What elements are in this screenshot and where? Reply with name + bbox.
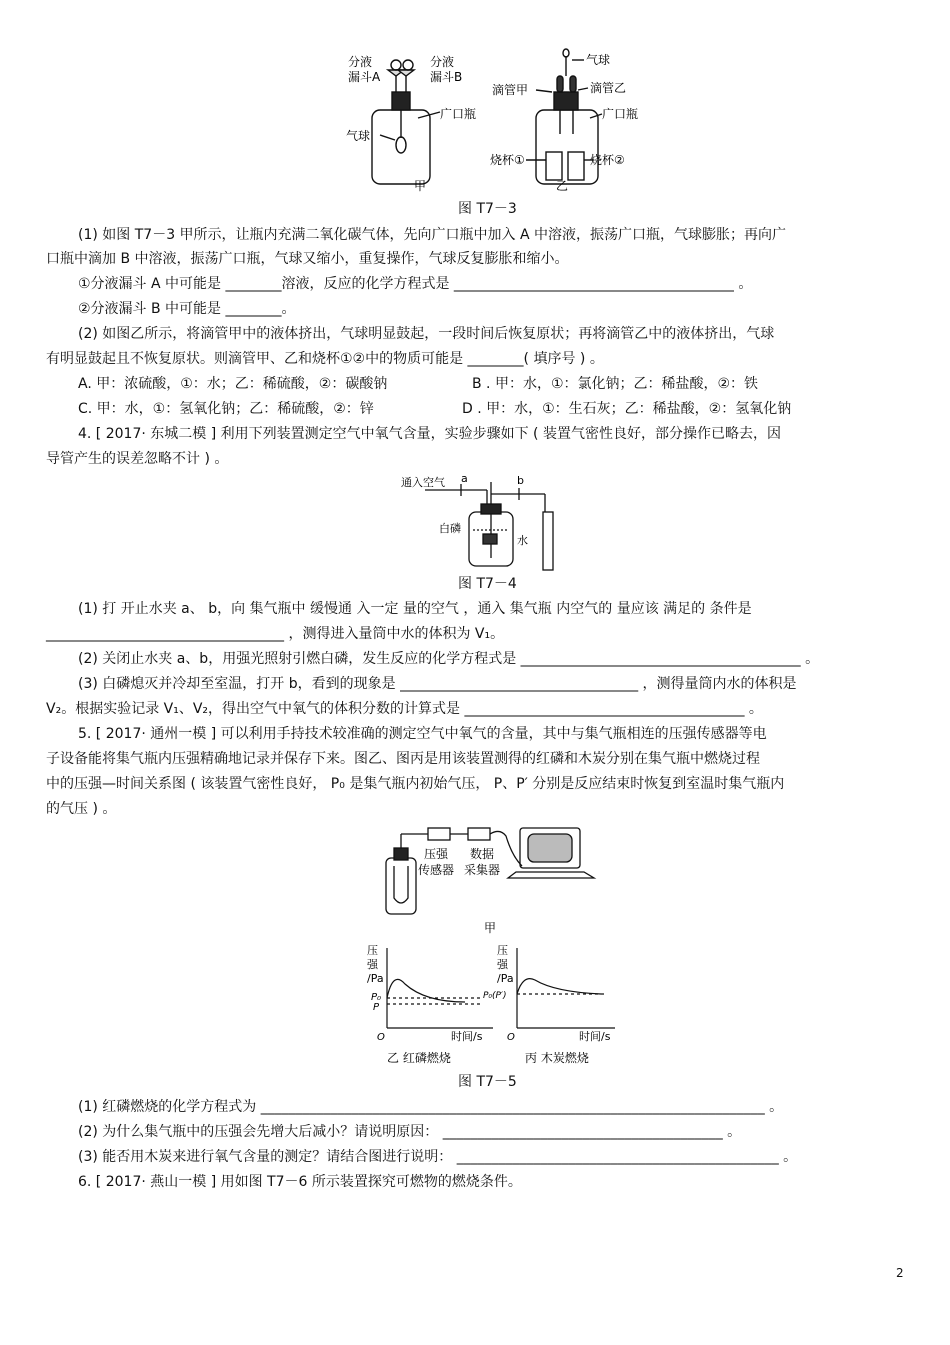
curve-charcoal [517,979,601,994]
option-a: A. 甲：浓硫酸，①：水；乙：稀硫酸，②：碳酸钠 [78,376,388,392]
q3-part2-line2: 有明显鼓起且不恢复原状。则滴管甲、乙和烧杯①②中的物质可能是 ________( 填序号 ) 。 [46,351,604,367]
label-origin-1: O [377,1032,385,1043]
label-jia: 甲 [414,179,427,193]
label-sensor-1: 压强 [424,847,449,861]
q5-heading-line3: 中的压强—时间关系图 ( 该装置气密性良好， P₀ 是集气瓶内初始气压， P、P′ 分别是反应结束时恢复到室温时集气瓶内 [46,776,785,792]
graduated-cylinder [543,512,553,570]
label-origin-2: O [507,1032,515,1043]
subcaption-yi: 乙 红磷燃烧 [387,1051,451,1065]
q5-sub2: (2) 为什么集气瓶中的压强会先增大后减小？请说明原因： ________________________________________ 。 [78,1124,742,1140]
label-p0-pprime: P₀(P′) [483,991,507,1001]
label-white-phosphorus: 白磷 [439,522,461,535]
ylabel-1: 压 [367,944,378,957]
ylabel-3: /Pa [367,972,384,985]
label-water: 水 [517,534,528,547]
subcaption-bing: 丙 木炭燃烧 [525,1051,589,1065]
wide-mouth-bottle-yi [536,110,598,184]
figure-t7-5-graphs [365,940,625,1070]
ylabel-b2: 强 [497,958,508,971]
label-clip-b: b [517,474,524,487]
q5-heading-line2: 子设备能将集气瓶内压强精确地记录并保存下来。图乙、图丙是用该装置测得的红磷和木炭分别在集气瓶中燃烧过程 [46,751,760,767]
balloon-jia [396,137,406,153]
data-collector [468,828,490,840]
label-clip-a: a [461,472,468,485]
option-c: C. 甲：水，①：氢氧化钠；乙：稀硫酸，②：锌 [78,401,374,417]
label-bottle-jia: 广口瓶 [440,107,477,121]
label-funnel-a-2: 漏斗A [348,70,381,84]
label-funnel-b: 分液 [430,55,455,69]
label-balloon-jia: 气球 [346,129,371,143]
q4-step1-line1: (1) 打 开止水夹 a、 b，向 集气瓶中 缓慢通 入一定 量的空气 ，通入 集气瓶 内空气的 量应该 满足的 条件是 [78,601,752,617]
label-balloon-yi: 气球 [586,53,611,67]
label-yi: 乙 [556,179,569,193]
label-fig-jia: 甲 [484,921,497,935]
option-d: D . 甲：水，①：生石灰；乙：稀盐酸，②：氢氧化钠 [462,401,792,417]
caption-t7-4: 图 T7－4 [458,576,517,592]
label-air-in: 通入空气 [401,476,445,489]
ylabel-b3: /Pa [497,972,514,985]
xlabel-2: 时间/s [579,1030,611,1043]
q4-step1-line2: __________________________________ ，测得进入量筒中水的体积为 V₁。 [46,626,505,642]
gas-bottle [386,858,416,914]
q5-heading-line1: 5. [ 2017· 通州一模 ] 可以利用手持技术较准确的测定空气中氧气的含量，其中与集气瓶相连的压强传感器等电 [78,726,767,742]
label-collector-2: 采集器 [464,863,501,877]
pressure-sensor [428,828,450,840]
caption-t7-5: 图 T7－5 [458,1074,517,1090]
label-funnel-a: 分液 [348,55,373,69]
q4-step3-line2: V₂。根据实验记录 V₁、V₂，得出空气中氧气的体积分数的计算式是 ________________________________________ 。 [46,701,763,717]
caption-t7-3: 图 T7－3 [458,201,517,217]
xlabel-1: 时间/s [451,1030,483,1043]
option-b: B . 甲：水，①：氯化钠；乙：稀盐酸，②：铁 [472,376,759,392]
label-collector-1: 数据 [470,847,495,861]
q4-step2: (2) 关闭止水夹 a、b，用强光照射引燃白磷，发生反应的化学方程式是 ________________________________________ 。 [78,651,820,667]
ylabel-2: 强 [367,958,378,971]
q3-funnel-b-question: ②分液漏斗 B 中可能是 ________。 [78,301,296,317]
q3-funnel-a-question: ①分液漏斗 A 中可能是 ________溶液，反应的化学方程式是 ________________________________________ 。 [78,276,753,292]
page-number: 2 [896,1266,904,1280]
ylabel-b1: 压 [497,944,508,957]
label-beaker-2: 烧杯② [590,153,625,167]
q4-heading-line2: 导管产生的误差忽略不计 ) 。 [46,451,229,467]
label-p0: P₀ [371,992,382,1003]
figure-t7-4 [395,472,575,572]
label-beaker-1: 烧杯① [490,153,525,167]
beaker-2 [568,152,584,180]
q5-sub3: (3) 能否用木炭来进行氧气含量的测定？请结合图进行说明： ______________________________________________ 。 [78,1149,798,1165]
q3-part1-line1: (1) 如图 T7－3 甲所示，让瓶内充满二氧化碳气体，先向广口瓶中加入 A 中溶液，振荡广口瓶，气球膨胀；再向广 [78,227,787,243]
q3-part1-line2: 口瓶中滴加 B 中溶液，振荡广口瓶，气球又缩小，重复操作，气球反复膨胀和缩小。 [46,251,569,267]
label-bottle-yi: 广口瓶 [602,107,639,121]
q6-heading: 6. [ 2017· 燕山一模 ] 用如图 T7－6 所示装置探究可燃物的燃烧条件。 [78,1174,522,1190]
label-p: P [373,1002,380,1013]
label-dropper-yi: 滴管乙 [590,81,627,95]
beaker-1 [546,152,562,180]
q5-sub1: (1) 红磷燃烧的化学方程式为 ________________________________________________________________________ 。 [78,1099,784,1115]
label-sensor-2: 传感器 [418,863,455,877]
label-funnel-b-2: 漏斗B [430,70,463,84]
figure-t7-3 [340,48,640,194]
q4-heading-line1: 4. [ 2017· 东城二模 ] 利用下列装置测定空气中氧气含量，实验步骤如下 ( 装置气密性良好，部分操作已略去，因 [78,426,781,442]
label-dropper-jia: 滴管甲 [492,83,529,97]
q5-heading-line4: 的气压 ) 。 [46,801,117,817]
figure-t7-5-apparatus [380,826,600,938]
q3-part2-line1: (2) 如图乙所示，将滴管甲中的液体挤出，气球明显鼓起，一段时间后恢复原状；再将滴管乙中的液体挤出，气球 [78,326,775,342]
q4-step3-line1: (3) 白磷熄灭并冷却至室温，打开 b，看到的现象是 __________________________________ ，测得量筒内水的体积是 [78,676,797,692]
